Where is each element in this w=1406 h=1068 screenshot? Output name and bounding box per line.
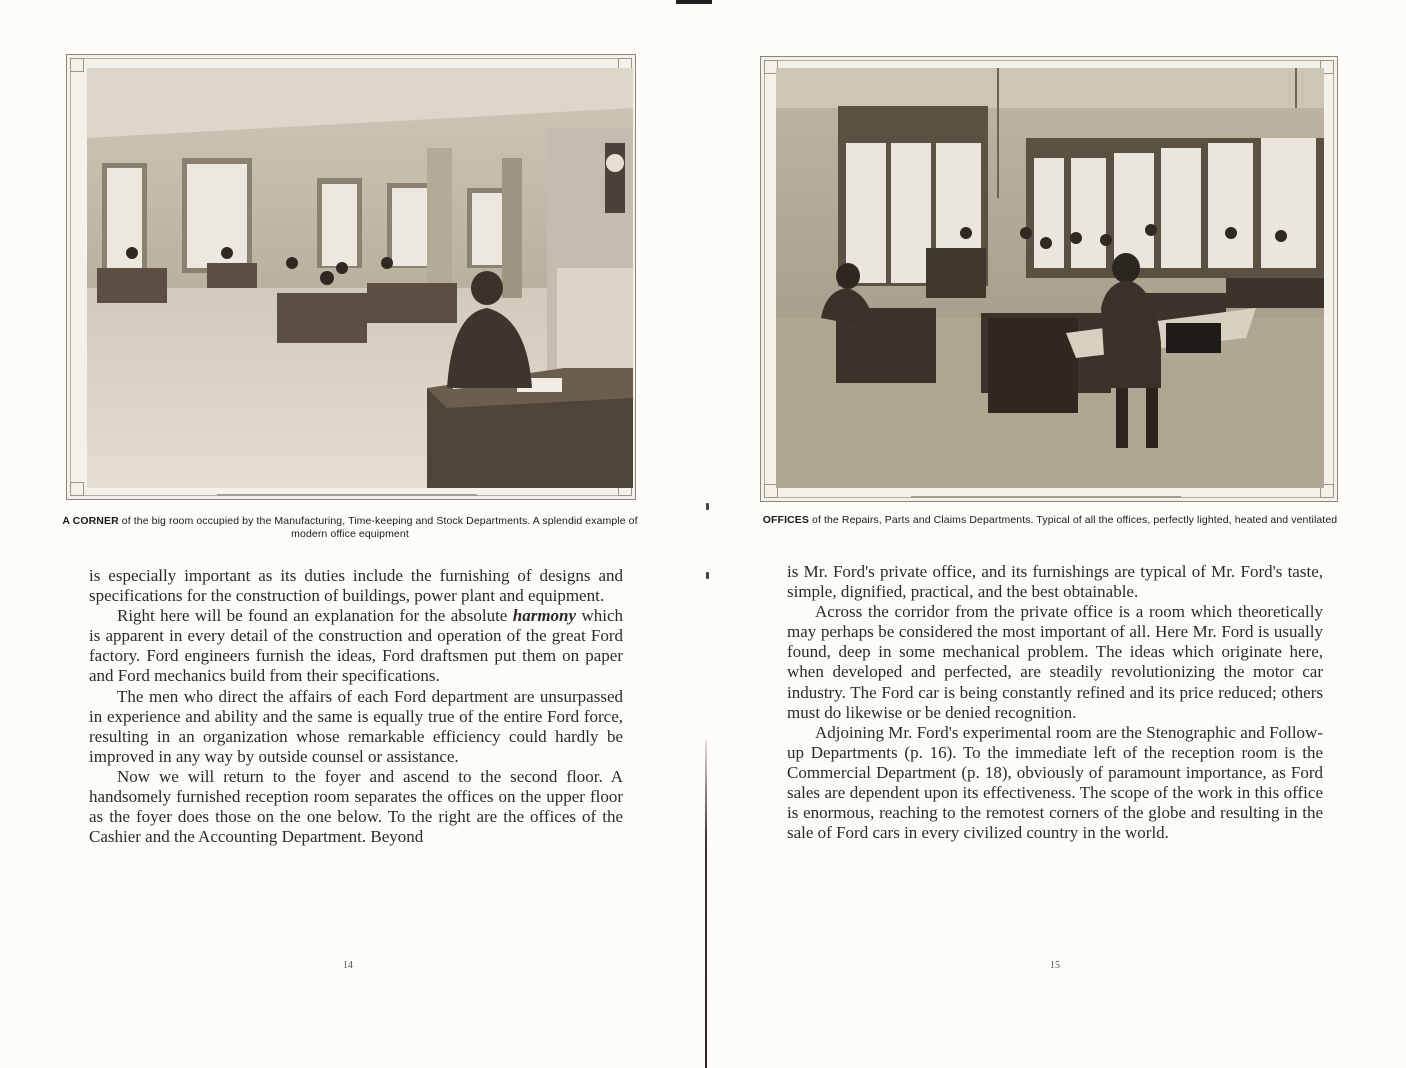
caption-lead: OFFICES	[762, 514, 809, 526]
gutter-dot	[706, 503, 709, 510]
paragraph: Across the corridor from the private office is a room which theoretically may perhaps be considered the most important of all. Here Mr. Ford is usually found, deep in some mechanical problem. The ideas which originate here, when developed and perfected, are steadily revolutionizing the motor car industry. The Ford car is being constantly refined and its price reduced; others must do likewise or be denied recognition.	[787, 602, 1323, 722]
paragraph: is especially important as its duties include the furnishing of designs and specifications for the construction of buildings, power plant and equipment.	[89, 566, 623, 606]
emphasis-word: harmony	[512, 606, 577, 626]
gutter-mark	[676, 0, 712, 4]
paragraph: The men who direct the affairs of each Ford department are unsurpassed in experience and ability and the same is equally true of the entire Ford force, resulting in an organization whose remarkable efficiency could hardly be improved in any way by outside counsel or assistance.	[89, 686, 623, 766]
body-text	[89, 566, 623, 847]
office-photo-repairs	[776, 68, 1324, 488]
caption-text: of the big room occupied by the Manufacturing, Time-keeping and Stock Departments. A splendid example of modern office equipment	[118, 515, 638, 540]
photo-frame	[66, 54, 636, 500]
paragraph-harmony: Right here will be found an explanation for the absolute harmony which is apparent in every detail of the construction and operation of the great Ford factory. Ford engineers furnish the ideas, Ford draftsmen put them on paper and Ford mechanics build from their specifications.	[89, 606, 623, 686]
paragraph: Adjoining Mr. Ford's experimental room are the Stenographic and Follow-up Departments (p. 16). To the immediate left of the reception room is the Commercial Department (p. 18), obviously of paramount importance, as Ford sales are dependent upon its effectiveness. The scope of the work in this office is enormous, reaching to the remotest corners of the globe and resulting in the sale of Ford cars in every civilized country in the world.	[787, 722, 1323, 843]
paragraph: is Mr. Ford's private office, and its furnishings are typical of Mr. Ford's taste, simple, dignified, practical, and the best obtainable.	[787, 562, 1323, 602]
photo-frame	[760, 56, 1338, 502]
caption-text: of the Repairs, Parts and Claims Departments. Typical of all the offices, perfectly lighted, heated and ventilated	[808, 514, 1338, 526]
page-number: 14	[343, 960, 353, 971]
book-gutter	[705, 740, 707, 1068]
page-number: 15	[1050, 960, 1060, 971]
paragraph: Now we will return to the foyer and ascend to the second floor. A handsomely furnished reception room separates the offices on the upper floor as the foyer does those on the one below. To the right are the offices of the Cashier and the Accounting Department. Beyond	[89, 766, 623, 847]
gutter-dot	[706, 572, 709, 579]
photo-caption	[60, 515, 640, 541]
office-photo-manufacturing	[87, 68, 633, 488]
caption-lead: A CORNER	[62, 515, 119, 527]
body-text	[787, 562, 1323, 843]
photo-caption	[755, 514, 1345, 527]
